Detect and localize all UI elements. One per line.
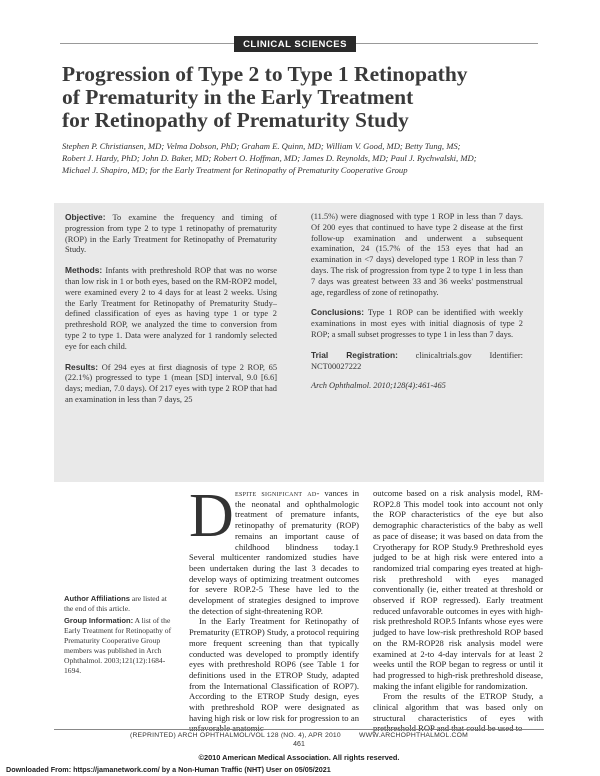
header-rule-left: [60, 43, 234, 44]
page-number: 461: [293, 741, 305, 748]
abstract-results: [65, 362, 277, 406]
author-list: [62, 140, 542, 177]
group-text: A list of the Early Treatment for Retinopathy of Prematurity Cooperative Group members was published in Arch Ophthalmol. 2003;121(12):1684-1694.: [64, 616, 172, 675]
results-continued: (11.5%) were diagnosed with type 1 ROP in less than 7 days. Of 200 eyes that continued to have type 2 disease at the first follow-up examination and underwent a subsequent examination, 24 (15.7% of the 153 eyes that had an examination in <7 days) developed type 1 ROP in less than 7 days. The risk of progression from type 2 to type 1 in less than 7 days was greatest between 33 and 36 weeks' postmenstrual age, regardless of zone of retinopathy.: [311, 212, 523, 297]
body-paragraph: outcome based on a risk analysis model, RM-ROP2.8 This model took into account not only the ROP characteristics of the eye but also demographic characteristics of the baby as well as pace of disease; it was based on data from the Cryotherapy for ROP Study.9 Prethreshold eyes judged to be at high risk were entered into a randomized trial comparing eyes treated at high-risk prethreshold with eyes managed conventionally (ie, either treated at threshold or observed if ROP regressed). Early treatment reduced unfavorable outcomes in eyes with high-risk prethreshold ROP.5 Infants whose eyes were judged to have low-risk prethreshold ROP based on the RM-ROP28 risk analysis model were examined at 2-to 4-day intervals for at least 2 weeks until the ROP began to regress or until it had progressed to high-risk prethreshold disease, making the infant eligible for randomization.: [373, 488, 543, 691]
methods-text: Infants with prethreshold ROP that was no worse than low risk in 1 or both eyes, based on the RM-ROP2 model, were examined every 2 to 4 days for at least 2 weeks. Using the Early Treatment for Retinopathy of Prematurity Study–defined classification of eyes as having type 1 or type 2 prethreshold ROP, we analyzed the time to conversion from type 2 to type 1. Data were analyzed for 1 randomly selected eye for each child.: [65, 266, 278, 351]
author-line: Robert J. Hardy, PhD; John D. Baker, MD; Robert O. Hoffman, MD; James D. Reynolds, MD; Paul J. Rychwalski, MD;: [62, 153, 477, 164]
header-rule-right: [356, 43, 538, 44]
title-line: of Prematurity in the Early Treatment: [62, 85, 414, 109]
trial-text: clinicaltrials.gov Identifier: NCT00027222: [311, 350, 523, 371]
conclusions-text: Type 1 ROP can be identified with weekly examinations in most eyes with initial diagnosis of type 2 ROP; a small subset progresses to type 1 in less than 7 days.: [311, 308, 524, 339]
intro-smallcaps: espite significant ad-: [235, 488, 320, 498]
trial-registration: [311, 350, 523, 373]
running-footer: [54, 732, 544, 739]
citation: Arch Ophthalmol. 2010;128(4):461-465: [311, 381, 446, 391]
conclusions-label: Conclusions:: [311, 307, 365, 318]
abstract-right-column: [311, 212, 523, 401]
body-paragraph: In the Early Treatment for Retinopathy of Prematurity (ETROP) Study, a protocol requiring more frequent screening than that typically conducted was developed to promptly identify eyes with prethreshold ROP6 (see Table 1 for definitions used in the ETROP Study, adapted from the International Classification of ROP7). According to the ETROP Study design, eyes with prethreshold ROP were designated as having high risk or low risk for progression to an: [189, 616, 359, 723]
journal-website: WWW.ARCHOPHTHALMOL.COM: [359, 732, 468, 739]
affiliations-label: Author Affiliations: [64, 594, 130, 603]
objective-label: Objective:: [65, 212, 106, 222]
body-paragraph: From the results of the ETROP Study, a clinical algorithm that was based only on structural characteristics of eyes with: [373, 691, 543, 723]
footer-rule: [54, 729, 544, 730]
affiliations-note: [64, 594, 172, 614]
section-label: CLINICAL SCIENCES: [243, 38, 347, 50]
body-column-2: [373, 488, 543, 734]
group-label: Group Information:: [64, 616, 134, 625]
intro-text: vances in the neonatal and ophthalmologic treatment of premature infants, retinopathy of prematurity (ROP) remains an important cause of childhood blindness today.1 Several multicenter randomized studies have been undertaken during the last 3 decades to develop ways of optimizing treatment outcomes for severe ROP.2-5 These have led to the development of strategies designed to improve the detection of sight-threatening ROP.: [189, 488, 360, 616]
abstract-left-column: [65, 212, 277, 415]
author-line: Michael J. Shapiro, MD; for the Early Treatment for Retinopathy of Prematurity Cooperative Group: [62, 165, 408, 176]
title-line: for Retinopathy of Prematurity Study: [62, 108, 409, 132]
group-note: [64, 616, 172, 676]
abstract-objective: [65, 212, 277, 256]
author-sidebar: [64, 594, 172, 678]
copyright-notice: ©2010 American Medical Association. All rights reserved.: [198, 753, 400, 762]
trial-label: Trial Registration:: [311, 349, 398, 360]
affiliations-text: are listed at the end of this article.: [64, 594, 167, 613]
download-notice: Downloaded From: https://jamanetwork.com/ by a Non-Human Traffic (NHT) User on 05/05/2021: [6, 765, 331, 774]
results-text: Of 294 eyes at first diagnosis of type 2 ROP, 65 (22.1%) progressed to type 1 (mean [SD] interval, 9.0 [6.6] days; median, 7.0 days). Of 217 eyes with type 2 ROP that had an examination in less than 7 days, 25: [65, 362, 278, 404]
drop-cap: D: [189, 482, 234, 550]
section-banner: [234, 36, 356, 52]
methods-label: Methods:: [65, 265, 103, 276]
author-line: Stephen P. Christiansen, MD; Velma Dobson, PhD; Graham E. Quinn, MD; William V. Good, MD; Betty Tung, MS;: [62, 141, 461, 151]
paper-title: [62, 63, 542, 132]
abstract-conclusions: [311, 307, 523, 340]
objective-text: To examine the frequency and timing of progression from type 2 to type 1 retinopathy of prematurity (ROP) in the Early Treatment for Retinopathy of Prematurity Study.: [65, 213, 277, 255]
journal-reference: (REPRINTED) ARCH OPHTHALMOL/VOL 128 (NO. 4), APR 2010: [129, 732, 341, 739]
results-label: Results:: [65, 361, 99, 372]
title-line: Progression of Type 2 to Type 1 Retinopathy: [62, 62, 468, 86]
abstract-methods: [65, 265, 277, 352]
body-column-1: [189, 482, 360, 734]
